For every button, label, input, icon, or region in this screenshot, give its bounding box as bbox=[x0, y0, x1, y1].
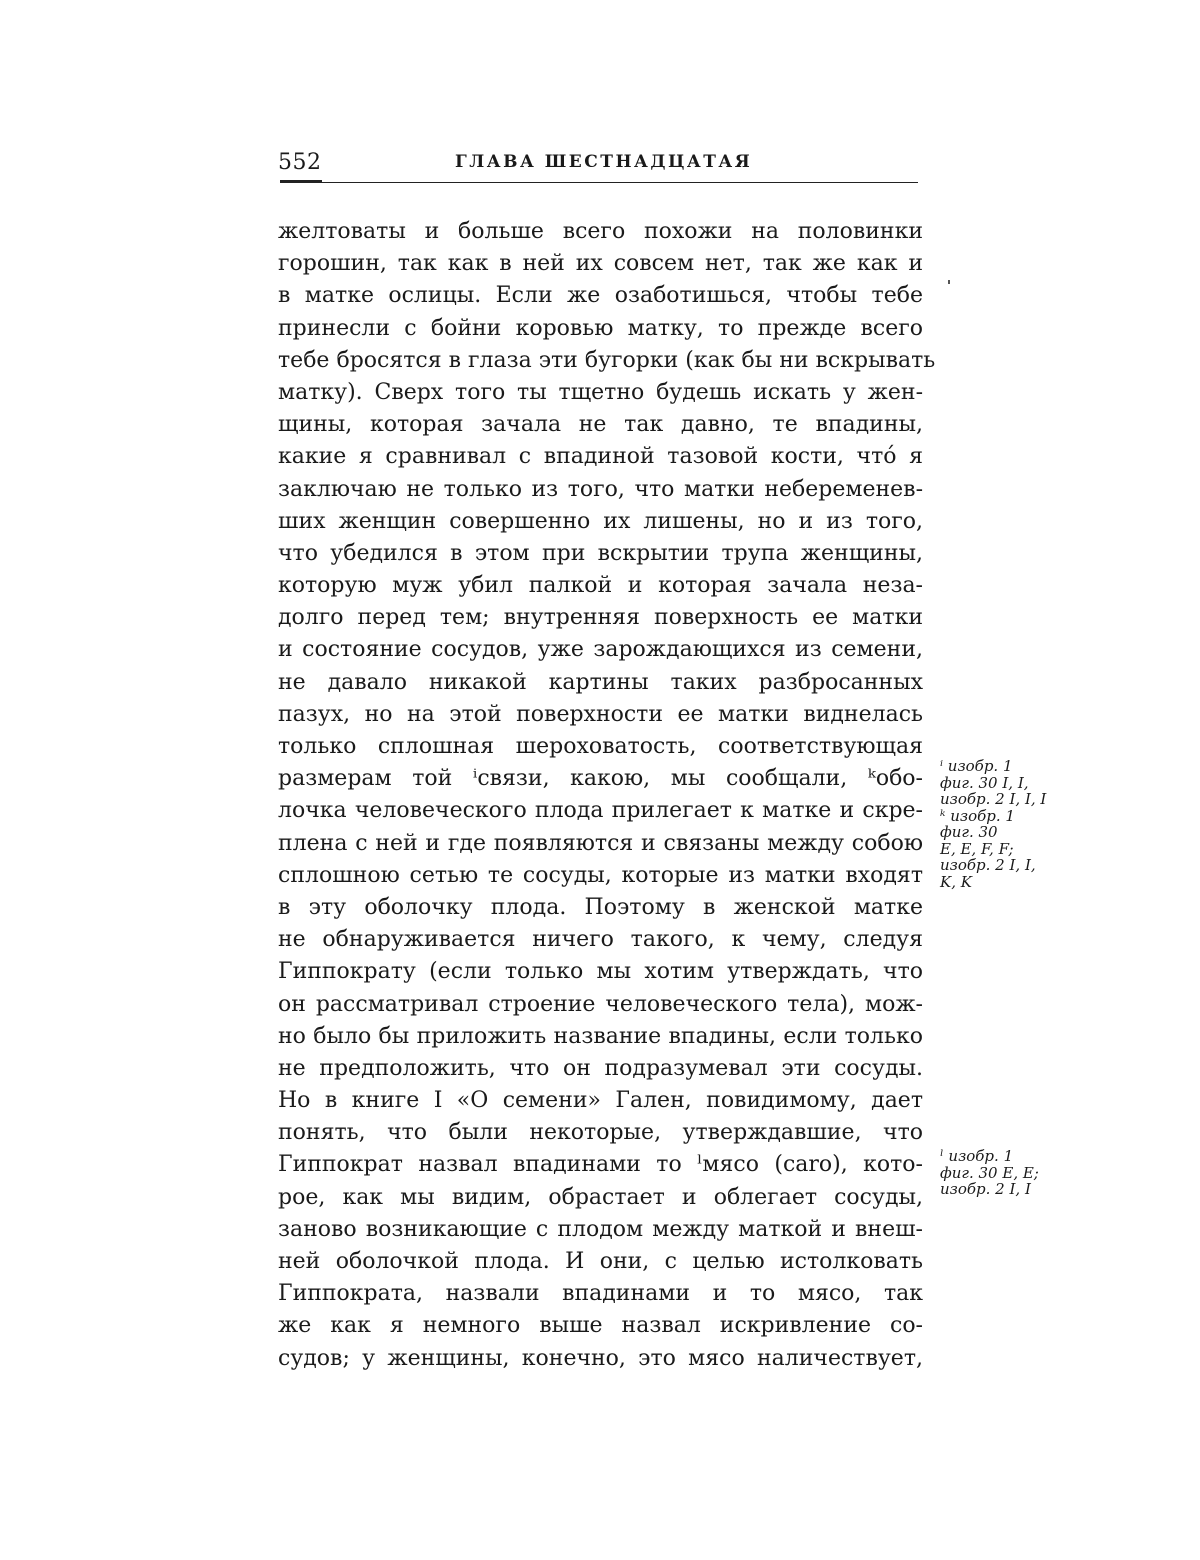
margin-note-line: изобр. 2 I, I, I bbox=[940, 790, 1047, 808]
text-line: что убедился в этом при вскрытии трупа женщины, bbox=[278, 540, 923, 566]
header-rule bbox=[280, 182, 918, 183]
text-line: не давало никакой картины таких разбросанных bbox=[278, 669, 923, 695]
text-line: пазух, но на этой поверхности ее матки виднелась bbox=[278, 701, 923, 727]
text-line: которую муж убил палкой и которая зачала неза- bbox=[278, 573, 923, 599]
text-line: и состояние сосудов, уже зарождающихся из семени, bbox=[278, 637, 923, 663]
text-line: тебе бросятся в глаза эти бугорки (как бы ни вскрывать bbox=[278, 347, 936, 373]
text-line: плена с ней и где появляются и связаны между собою bbox=[278, 830, 923, 856]
text-line: какие я сравнивал с впадиной тазовой кости, что́ я bbox=[278, 444, 923, 470]
margin-mark bbox=[948, 280, 950, 284]
text-line: лочка человеческого плода прилегает к матке и скре- bbox=[278, 798, 923, 824]
text-line: размерам той ⁱсвязи, какою, мы сообщали, ᵏобо- bbox=[278, 766, 923, 792]
text-line: сплошною сетью те сосуды, которые из матки входят bbox=[278, 862, 923, 888]
margin-note-line: ᵏ изобр. 1 bbox=[940, 806, 1015, 825]
running-title: ГЛАВА ШЕСТНАДЦАТАЯ bbox=[455, 152, 753, 172]
text-line: же как я немного выше назвал искривление со- bbox=[278, 1313, 923, 1339]
text-line: он рассматривал строение человеческого тела), мож- bbox=[278, 991, 923, 1017]
text-line: в эту оболочку плода. Поэтому в женской матке bbox=[278, 894, 923, 920]
margin-note-l bbox=[940, 1148, 1080, 1198]
text-line: ней оболочкой плода. И они, с целью истолковать bbox=[278, 1249, 923, 1274]
text-line: заключаю не только из того, что матки небеременев- bbox=[278, 476, 923, 502]
margin-note-line: фиг. 30 I, I, bbox=[940, 773, 1029, 792]
margin-note-line: изобр. 2 I, I, bbox=[940, 856, 1036, 874]
margin-note-i-k bbox=[940, 758, 1080, 890]
text-line: матку). Сверх того ты тщетно будешь искать у жен- bbox=[278, 379, 923, 405]
text-line: в матке ослицы. Если же озаботишься, чтобы тебе bbox=[278, 283, 923, 309]
margin-note-line: ˡ изобр. 1 bbox=[940, 1147, 1014, 1165]
text-line: судов; у женщины, конечно, это мясо наличествует, bbox=[278, 1345, 923, 1371]
margin-note-line: фиг. 30 bbox=[940, 823, 998, 841]
text-line: понять, что были некоторые, утверждавшие, что bbox=[278, 1120, 923, 1146]
text-line: Гиппократа, назвали впадинами и то мясо, так bbox=[278, 1281, 923, 1307]
text-line: но было бы приложить название впадины, если только bbox=[278, 1023, 923, 1049]
text-line: горошин, так как в ней их совсем нет, так же как и bbox=[278, 251, 923, 277]
text-line: только сплошная шероховатость, соответствующая bbox=[278, 734, 923, 759]
margin-note-line: ⁱ изобр. 1 bbox=[940, 757, 1013, 775]
text-line: Гиппократ назвал впадинами то ˡмясо (caro), кото- bbox=[278, 1152, 923, 1178]
margin-note-line: K, K bbox=[940, 872, 972, 891]
margin-note-line: фиг. 30 E, E; bbox=[940, 1163, 1039, 1182]
text-line: долго перед тем; внутренняя поверхность ее матки bbox=[278, 605, 923, 631]
margin-note-line: E, E, F, F; bbox=[940, 839, 1014, 858]
page-number: 552 bbox=[278, 150, 322, 175]
text-line: желтоваты и больше всего похожи на половинки bbox=[278, 219, 923, 244]
margin-note-line: изобр. 2 I, I bbox=[940, 1180, 1031, 1198]
text-line: рое, как мы видим, обрастает и облегает сосуды, bbox=[278, 1184, 923, 1210]
text-line: не обнаруживается ничего такого, к чему, следуя bbox=[278, 927, 923, 953]
text-line: ших женщин совершенно их лишены, но и из того, bbox=[278, 508, 923, 534]
text-line: принесли с бойни коровью матку, то прежде всего bbox=[278, 315, 923, 341]
text-line: заново возникающие с плодом между маткой и внеш- bbox=[278, 1216, 923, 1242]
text-line: щины, которая зачала не так давно, те впадины, bbox=[278, 412, 923, 438]
text-line: Гиппократу (если только мы хотим утверждать, что bbox=[278, 959, 923, 985]
text-line: не предположить, что он подразумевал эти сосуды. bbox=[278, 1055, 923, 1081]
body-text bbox=[278, 216, 936, 1375]
text-line: Но в книге I «О семени» Гален, повидимому, дает bbox=[278, 1088, 923, 1114]
